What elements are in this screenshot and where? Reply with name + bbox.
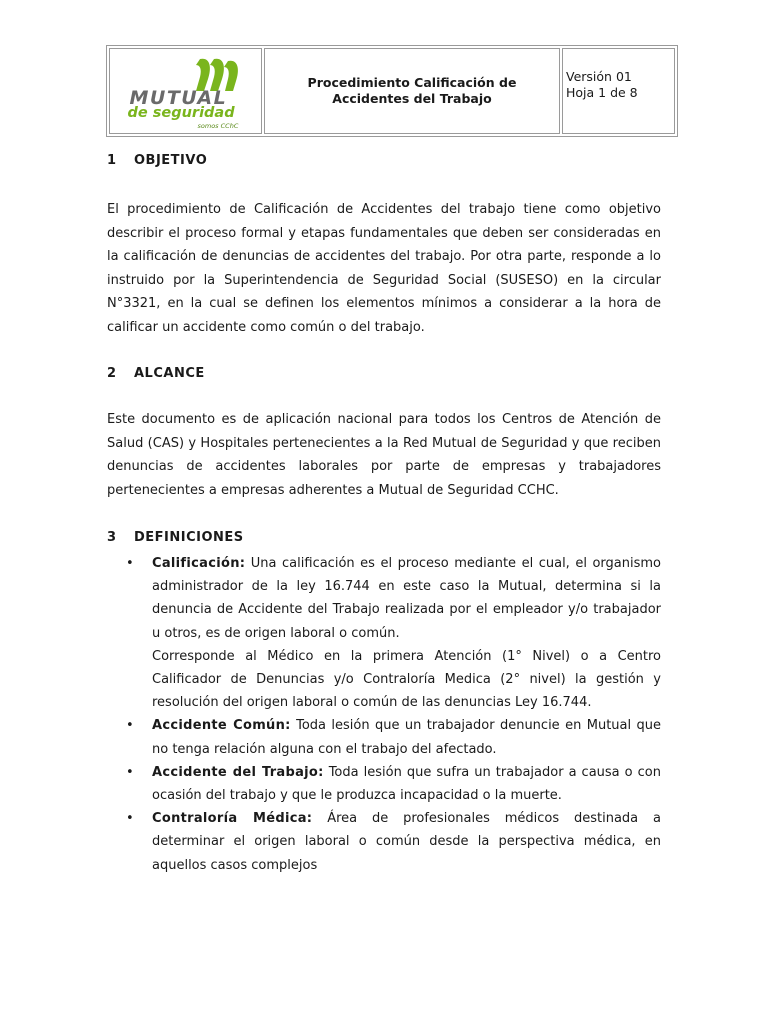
definition-text: Una calificación es el proceso mediante el cual, el organismo administrador de la ley 16.744 en este caso la Mutual, determina si la denuncia de Accidente del Trabajo realizada por el empleador y/o trabajador u otros, es de origen laboral o común.: [152, 556, 661, 641]
section-heading-objetivo: [107, 153, 207, 168]
bullet-icon: •: [126, 764, 134, 780]
document-title: Procedimiento Calificación de Accidentes del Trabajo: [264, 48, 560, 134]
section-heading-definiciones: [107, 530, 244, 545]
paragraph: El procedimiento de Calificación de Accidentes del trabajo tiene como objetivo describir el proceso formal y etapas fundamentales que deben ser consideradas en la calificación de denuncias de accidentes del trabajo. Por otra parte, responde a lo instruido por la Superintendencia de Seguridad Social (SUSESO) en la circular N°3321, en la cual se definen los elementos mínimos a considerar a la hora de calificar un accidente como común o del trabajo.: [107, 202, 661, 335]
definition-text: Área de profesionales médicos destinada a determinar el origen laboral o común desde la perspectiva médica, en aquellos casos complejos: [152, 811, 661, 873]
version-label: Versión 01: [566, 69, 632, 84]
section-heading-alcance: [107, 366, 205, 381]
bullet-icon: •: [126, 718, 134, 734]
logo-cell: [109, 48, 262, 134]
definition-extra: Corresponde al Médico en la primera Atención (1° Nivel) o a Centro Calificador de Denuncias y/o Contraloría Medica (2° nivel) la gestión y resolución del origen laboral o común de las denuncias Ley 16.744.: [152, 648, 661, 711]
definition-text: Toda lesión que un trabajador denuncie en Mutual que no tenga relación alguna con el trabajo del afectado.: [152, 718, 662, 757]
paragraph: Este documento es de aplicación nacional para todos los Centros de Atención de Salud (CAS) y Hospitales pertenecientes a la Red Mutual de Seguridad y que reciben denuncias de accidentes laborales por parte de empresas y trabajadores pertenecientes a empresas adherentes a Mutual de Seguridad CCHC.: [107, 412, 661, 498]
section-title: DEFINICIONES: [134, 530, 244, 545]
definition-term: Contraloría Médica:: [152, 811, 313, 827]
section-number: 1: [107, 153, 117, 168]
sheet-label: Hoja 1 de 8: [566, 85, 638, 100]
logo-tag: somos CChC: [197, 122, 239, 130]
definition-term: Calificación:: [152, 556, 246, 571]
definition-term: Accidente del Trabajo:: [152, 764, 324, 780]
section-body-alcance: [107, 408, 661, 502]
section-number: 2: [107, 366, 117, 381]
list-item: [107, 714, 661, 760]
section-title: ALCANCE: [134, 366, 205, 381]
section-title: OBJETIVO: [134, 153, 208, 168]
definitions-list: [107, 552, 661, 877]
section-body-objetivo: [107, 198, 661, 339]
list-item: [107, 761, 661, 807]
definition-text: Toda lesión que sufra un trabajador a causa o con ocasión del trabajo y que le produzca incapacidad o la muerte.: [152, 764, 661, 804]
bullet-icon: •: [126, 556, 134, 571]
document-header: [106, 45, 678, 137]
definition-term: Accidente Común:: [152, 718, 291, 734]
logo-brand: MUTUAL: [129, 87, 228, 109]
mutual-logo: [116, 53, 256, 129]
bullet-icon: •: [126, 811, 134, 827]
document-meta: [562, 48, 675, 134]
section-number: 3: [107, 530, 117, 545]
logo-sub: de seguridad: [127, 105, 235, 121]
list-item: [107, 552, 661, 714]
list-item: [107, 807, 661, 877]
